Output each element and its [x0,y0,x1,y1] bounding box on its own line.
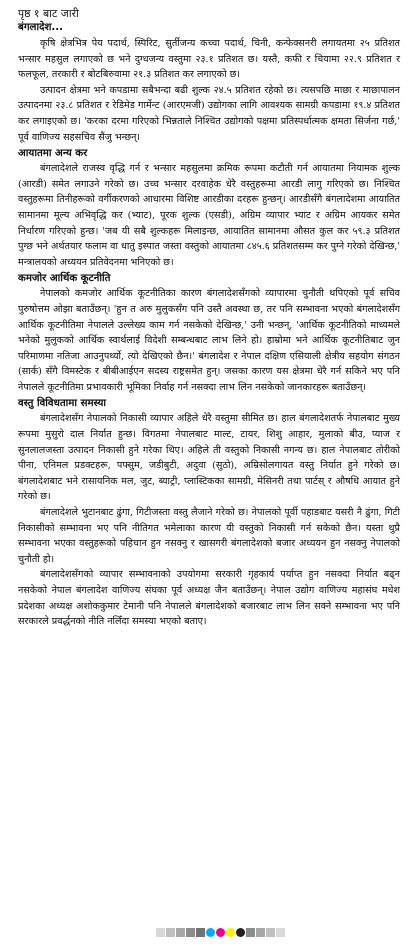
paragraph: बंगलादेशले भुटानबाट ढुंगा, गिटीजस्ता वस्तु लैजाने गरेको छ। नेपालको पूर्वी पहाडबाट यसरी नै ढुंगा, गिटी निकासीको सम्भावना भए पनि नीतिगत भमेलाका कारण यी वस्तुको निकासी गर्न सकेको छैन। यस्ता थुप्रै सम्भावना भएका वस्तुहरूको पहिचान हुन नसक्नु र खासगरी बंगलादेशको बजार अध्ययन हुन नसक्नु नेपालको चुनौती हो। [18,507,400,565]
color-swatch [246,928,255,937]
article-section [18,396,400,629]
section-heading: वस्तु विविधतामा समस्या [18,398,107,410]
paragraph: बंगलादेशसँग नेपालको निकासी व्यापार अहिले धेरै वस्तुमा सीमित छ। हाल बंगलादेशतर्फ नेपालबाट मुख्य रूपमा मुसुरो दाल निर्यात हुन्छ। विगतमा नेपालबाट माल्ट, टायर, शिशु आहार, मुलाको बीउ, प्याज र सुनलालजस्ता उत्पादन निकासी हुने गरेका थिए। अहिले ती वस्तुको निकासी नगन्य छ। हाल नेपालबाट तोरीको पीना, एनिमल प्रडक्टहरू, पफ्सुम, जडीबुटी, अदुवा (सुठो), अम्रिसोलगायत वस्तु निर्यात हुने गरेको छ। बंगलादेशबाट भने रासायनिक मल, जुट, ब्याट्री, प्लास्टिकका सामग्री, मेसिनरी तथा पार्टस् र औषधि आयात हुने गरेको छ। [18,413,400,503]
color-swatch [226,928,235,937]
article-section [18,271,400,395]
print-registration-marks [156,928,285,938]
paragraph: नेपालको कमजोर आर्थिक कूटनीतिका कारण बंगलादेशसँगको व्यापारमा चुनौती थपिएको पूर्व सचिव पुरुषोत्तम ओझा बताउँछन्। 'हुन त अरु मुलुकसँग पनि उस्तै अवस्था छ, तर पनि सम्भावना भएको बंगलादेशसँग आर्थिक कूटनीतिमा नेपालले उल्लेख्य काम गर्न नसकेको देखिन्छ,' उनी भन्छन्, 'आर्थिक कूटनीतिको माध्यमले भनेको मुलुकको आर्थिक स्वार्थलाई विदेशी सम्बन्धबाट लाभ लिने हो। हाम्रोमा भने आर्थिक कूटनीतिबाट जुन परिमाणमा नतिजा आउनुपर्थ्यो, त्यो देखिएको छैन।' बंगलादेश र नेपाल दक्षिण एसियाली क्षेत्रीय सहयोग संगठन (सार्क) सँगै विमस्टेक र बीबीआईएन सदस्य राष्ट्रसमेत हुन्। जसका कारण यस क्षेत्रमा धेरै गर्न सकिने भए पनि नेपालले कूटनीतिमा प्रभावकारी भूमिका निर्वाह गर्न नसक्दा लाभ लिन नसकेको जानकारहरू बताउँछन्। [18,288,400,393]
article-body [18,36,400,630]
dateline: बंगलादेश... [18,22,64,33]
color-swatch [196,928,205,937]
article-section [18,36,400,145]
color-swatch [276,928,285,937]
color-swatch [266,928,275,937]
color-swatch [256,928,265,937]
color-swatch [166,928,175,937]
color-swatch [176,928,185,937]
section-heading: आयातमा अन्य कर [18,148,88,160]
color-swatch [186,928,195,937]
color-swatch [216,928,225,937]
color-swatch [236,928,245,937]
color-swatch [206,928,215,937]
color-swatch [156,928,165,937]
paragraph: बंगलादेशसँगको व्यापार सम्भावनाको उपयोगमा सरकारी गृहकार्य पर्याप्त हुन नसक्दा निर्यात बढ्न नसकेको नेपाल बंगलादेश वाणिज्य संघका पूर्व अध्यक्ष जैन बताउँछन्। नेपाल उद्योग वाणिज्य महासंघ मधेश प्रदेशका अध्यक्ष अशोककुमार टेमानी पनि नेपालले बंगलादेशको बजारबाट लाभ लिन सक्ने सम्भावना भए पनि सरकारले प्रवर्द्धनको नीति नलिँदा समस्या भएको बताए। [18,569,400,628]
article-section [18,146,400,270]
paragraph: कृषि क्षेत्रभित्र पेय पदार्थ, स्पिरिट, सुर्तीजन्य कच्चा पदार्थ, चिनी, कन्फेक्सनरी लगायतमा २५ प्रतिशत भन्सार महसुल लगाएको छ भने दुग्धजन्य वस्तुमा २३.१ प्रतिशत छ। यस्तै, कफी र चियामा २२.९ प्रतिशत र फलफूल, तरकारी र बोटबिरुवामा २१.३ प्रतिशत कर लगाएको छ। [18,38,400,81]
continuation-note: पृष्ठ १ बाट जारी [18,7,79,20]
section-heading: कमजोर आर्थिक कूटनीति [18,273,111,285]
article-column [18,6,400,630]
paragraph: बंगलादेशले राजस्व वृद्धि गर्न र भन्सार महसुलमा क्रमिक रूपमा कटौती गर्न आयातमा नियामक शुल्क (आरडी) समेत लगाउने गरेको छ। उच्च भन्सार दरवाहेक धेरै वस्तुहरूमा आरडी लागु गरिएको छ। निश्चित वस्तुहरूमा तिनीहरूको वर्गीकरणको आधारमा विशिष्ट आरडीका दरहरू हुन्छन्। आरडीसँगै बंगलादेशमा आयातित सामानमा मूल्य अभिवृद्धि कर (भ्याट), पूरक शुल्क (एसडी), अग्रिम व्यापार भ्याट र अग्रिम आयकर समेत निर्धारण गरिएको हुन्छ। 'जब यी सबै शुल्कहरू मिलाइन्छ, आयातित सामानमा औसत कुल कर ५९.३ प्रतिशत पुग्छ भने अर्थतयार फलाम वा धातु इस्पात जस्ता वस्तुको आयातमा ८४५.६ प्रतिशतसम्म कर पुग्ने गरेको देखिन्छ,' मन्त्रालयको अध्ययन प्रतिवेदनमा भनिएको छ। [18,163,400,268]
paragraph: उत्पादन क्षेत्रमा भने कपडामा सबैभन्दा बढी शुल्क २४.५ प्रतिशत रहेको छ। त्यसपछि माछा र माछापालन उत्पादनमा २३.८ प्रतिशत र रेडिमेड गार्मेन्ट (आरएमजी) उद्योगका लागि आवश्यक सामग्री कपडामा १९.४ प्रतिशत कर लगाइएको छ। 'करका दरमा गरिएको भिन्नताले निश्चित उद्योगको पक्षमा प्रतिस्पर्धात्मक क्षमता सिर्जना गर्छ,' पूर्व वाणिज्य सहसचिव सैंजु भन्छन्। [18,84,400,143]
